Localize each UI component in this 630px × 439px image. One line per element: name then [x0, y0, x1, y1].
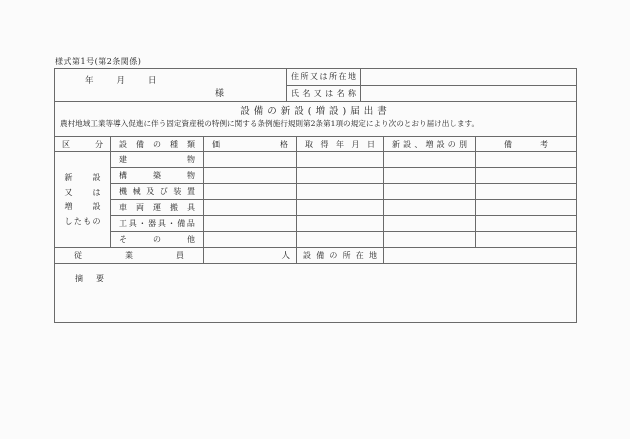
category-line: し た も の: [64, 216, 101, 226]
col-header-category: 区 分: [55, 137, 111, 152]
address-row: [287, 69, 576, 86]
category-span-cell: [55, 152, 111, 248]
type-label-tools: 工 具 ・ 器 具 ・ 備 品: [111, 216, 204, 232]
category-line: 新 設: [64, 173, 101, 183]
name-value-cell: [361, 86, 576, 102]
equipment-table: [55, 137, 576, 321]
kind-cell: [384, 184, 476, 200]
col-header-type: 設 備 の 種 類: [111, 137, 204, 152]
submitter-block: [287, 69, 576, 101]
equipment-location-value-cell: [384, 248, 576, 264]
note-cell: [476, 216, 576, 232]
type-label-machinery: 機 械 及 び 装 置: [111, 184, 204, 200]
employees-label: 従 業 員: [55, 248, 204, 264]
kind-cell: [384, 232, 476, 248]
acquired-date-cell: [297, 232, 384, 248]
price-cell: [204, 232, 297, 248]
acquired-date-cell: [297, 152, 384, 168]
col-header-kind: 新 設 、 増 設 の 別: [384, 137, 476, 152]
note-cell: [476, 200, 576, 216]
name-row: [287, 86, 576, 102]
kind-cell: [384, 168, 476, 184]
summary-label: 摘 要: [75, 274, 104, 283]
date-month-label: 月: [116, 76, 126, 86]
acquired-date-cell: [297, 216, 384, 232]
unit-persons-label: 人: [281, 251, 290, 261]
col-header-note: 備 考: [476, 137, 576, 152]
col-header-acquired-date: 取 得 年 月 日: [297, 137, 384, 152]
date-line: [55, 69, 286, 86]
note-cell: [476, 232, 576, 248]
recipient-cell: [55, 69, 287, 101]
address-value-cell: [361, 69, 576, 85]
date-year-label: 年: [85, 76, 94, 86]
price-cell: [204, 184, 297, 200]
address-label: 住 所 又 は 所 在 地: [287, 69, 361, 85]
type-label-vehicles: 車 両 運 搬 具: [111, 200, 204, 216]
form-header-section: [55, 69, 576, 102]
type-label-other: そ の 他: [111, 232, 204, 248]
title-section: [55, 102, 576, 137]
note-cell: [476, 168, 576, 184]
addressee-honorific: 様: [214, 89, 224, 99]
col-header-price: 価 格: [204, 137, 297, 152]
acquired-date-cell: [297, 200, 384, 216]
price-cell: [204, 216, 297, 232]
notification-form-table: [54, 68, 577, 323]
summary-cell: [55, 264, 576, 321]
form-number-label: 様式第1号(第2条関係): [55, 57, 142, 66]
type-label-building: 建 物: [111, 152, 204, 168]
type-label-structure: 構 築 物: [111, 168, 204, 184]
price-cell: [204, 200, 297, 216]
acquired-date-cell: [297, 184, 384, 200]
category-line: 増 設: [64, 202, 101, 212]
form-statement: 農村地域工業等導入促進に伴う固定資産税の特例に関する条例施行規則第2条第1項の規定により次のとおり届け出します。: [60, 119, 480, 128]
date-day-label: 日: [148, 76, 157, 86]
employees-count-cell: [204, 248, 297, 264]
price-cell: [204, 168, 297, 184]
kind-cell: [384, 152, 476, 168]
note-cell: [476, 184, 576, 200]
price-cell: [204, 152, 297, 168]
kind-cell: [384, 200, 476, 216]
name-label: 氏 名 又 は 名 称: [287, 86, 361, 102]
category-line: 又 は: [64, 187, 101, 197]
equipment-location-label: 設 備 の 所 在 地: [297, 248, 384, 264]
acquired-date-cell: [297, 168, 384, 184]
form-title: 設備の新設(増設)届出書: [240, 106, 391, 117]
kind-cell: [384, 216, 476, 232]
note-cell: [476, 152, 576, 168]
